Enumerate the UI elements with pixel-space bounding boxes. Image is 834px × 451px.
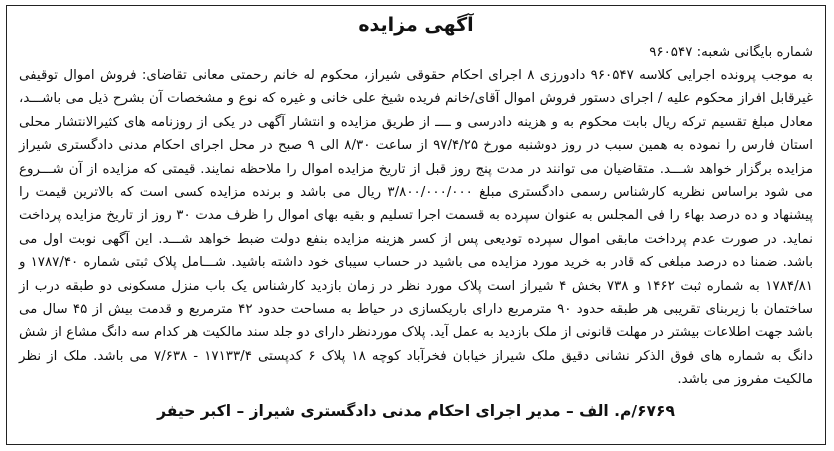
notice-signature: ۶۷۶۹/م. الف – مدیر اجرای احکام مدنی دادگستری شیراز – اکبر حیفر — [157, 401, 675, 420]
file-number: شماره بایگانی شعبه: ۹۶۰۵۴۷ — [649, 45, 813, 60]
notice-body: به موجب پرونده اجرایی کلاسه ۹۶۰۵۴۷ دادورزی ۸ اجرای احکام حقوقی شیراز، محکوم له خانم رحمتی معانی تقاضای: فروش اموال توقیفی غیرقابل افراز محکوم علیه / اجرای دستور فروش اموال آقای/خانم فریده شیخ علی خانی و غیره که نوع و مشخصات آن بشرح ذیل می باشـــد، معادل مبلغ تقسیم ترکه ریال بابت محکوم به و هزینه دادرسی و ــــ از طریق مزایده و انتشار آگهی در یکی از روزنامه های کثیرالانتشار محلی استان فارس را نموده به همین سبب در روز دوشنبه مورخ ۹۷/۴/۲۵ از ساعت ۸/۳۰ الی ۹ صبح در محل اجرای احکام مدنی دادگستری شیراز مزایده برگزار خواهد شـــد. متقاضیان می توانند در مدت پنج روز قبل از تاریخ مزایده اموال را ملاحظه نمایند. قیمتی که مزایده از آن شـــروع می شود براساس نظریه کارشناس رسمی دادگستری مبلغ ۳/۸۰۰/۰۰۰/۰۰۰ ریال می باشد و برنده مزایده کسی است که بالاترین قیمت را پیشنهاد و ده درصد بهاء را فی المجلس به عنوان سپرده به قسمت اجرا تسلیم و بقیه بهای اموال را ظرف مدت ۳۰ روز از تاریخ مزایده پرداخت نماید. در صورت عدم پرداخت مابقی اموال سپرده تودیعی پس از کسر هزینه مزایده بنفع دولت ضبط خواهد شـــد. این آگهی نوبت اول می باشد. ضمنا ده درصد مبلغی که قادر به خرید مورد مزایده می باشید در حساب سیبای خود داشته باشید. شـــامل پلاک ثبتی شماره ۱۷۸۷/۴۰ و ۱۷۸۴/۸۱ به شماره ثبت ۱۴۶۲ و ۷۳۸ بخش ۴ شیراز است پلاک مورد نظر در زمان بازدید کارشناس یک باب منزل مسکونی دو طبقه درب از ساختمان با زیربنای تقریبی هر طبقه حدود ۹۰ مترمربع دارای باریکسازی در حیاط به مساحت حدود ۴۲ مترمربع و قدمت بیش از ۴۵ سال می باشد جهت اطلاعات بیشتر در مهلت قانونی از ملک بازدید به عمل آید. پلاک موردنظر دارای دو جلد سند مالکیت هر کدام سه دانگ مشاع از شش دانگ به شماره های فوق الذکر نشانی دقیق ملک شیراز خیابان فخرآباد کوچه ۱۸ پلاک ۶ کدپستی ۱۷۱۳۳/۴ - ۷/۶۳۸ می باشد. ملک از نظر مالکیت مفروز می باشد. — [19, 68, 813, 388]
notice-title: آگهی مزایده — [358, 14, 474, 36]
auction-notice — [6, 5, 826, 445]
